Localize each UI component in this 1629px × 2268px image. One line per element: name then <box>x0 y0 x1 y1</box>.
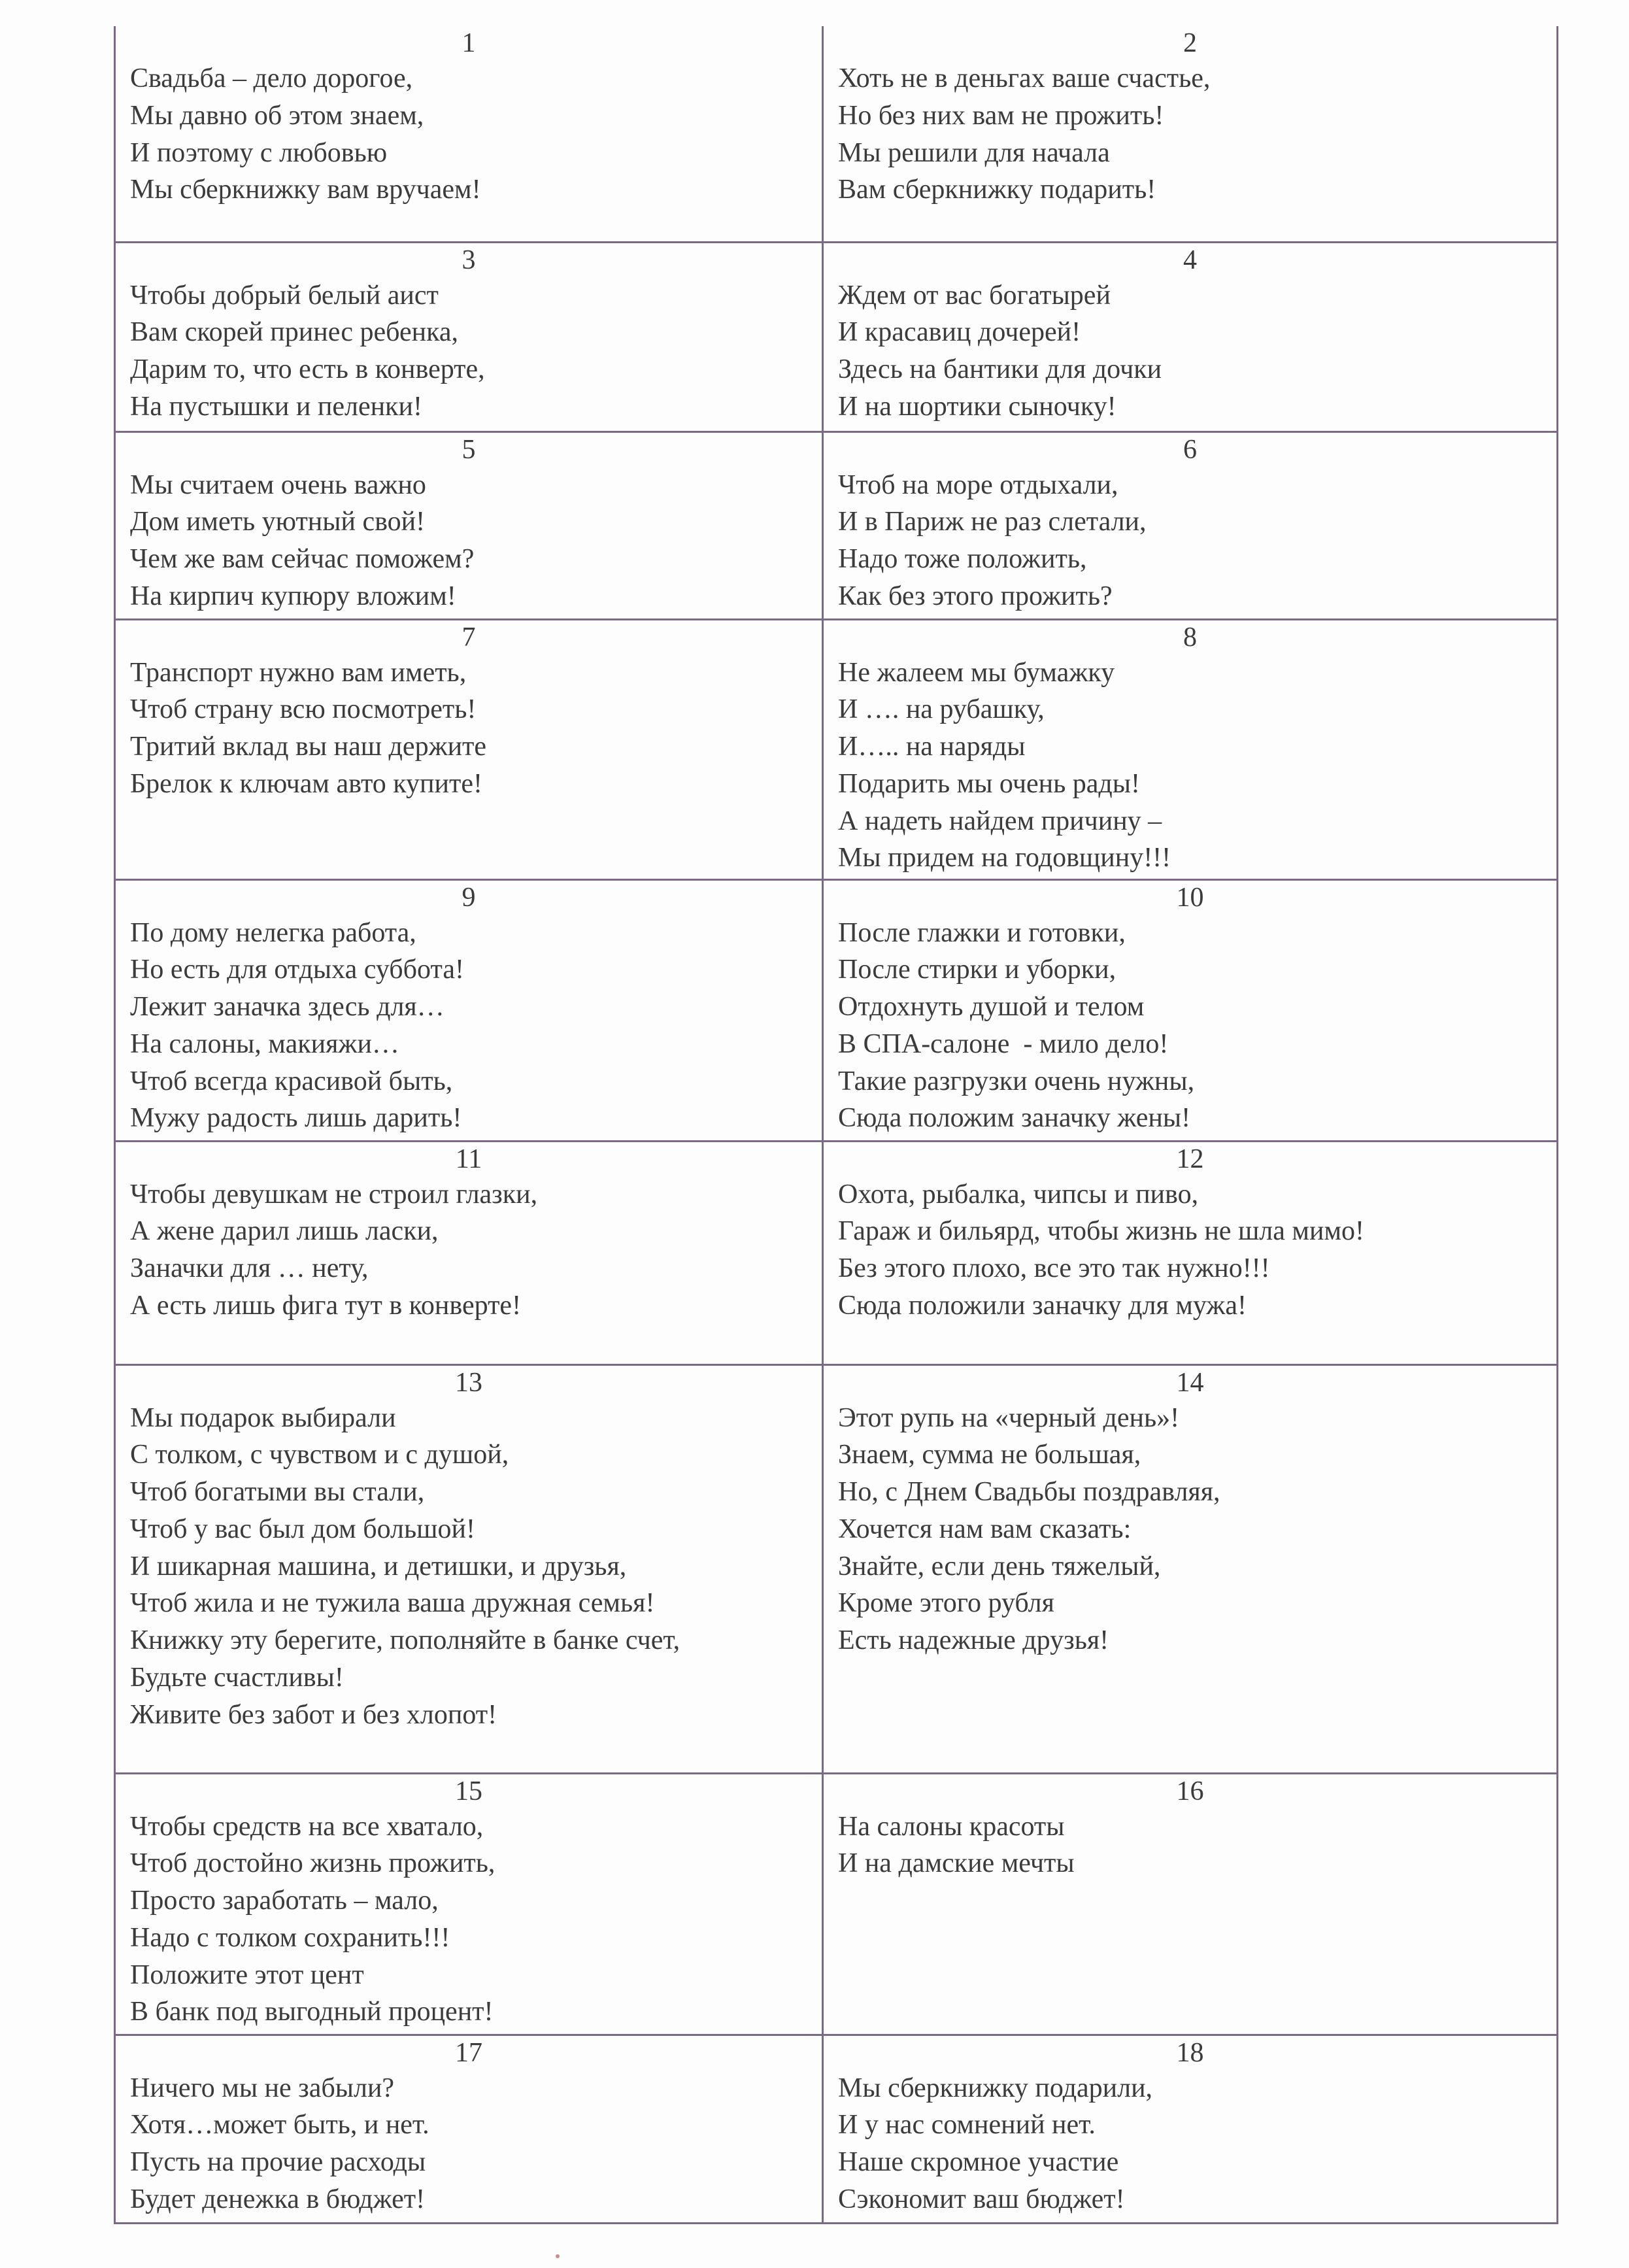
poem-line: На кирпич купюру вложим! <box>130 581 456 611</box>
poem-line: Будьте счастливы! <box>130 1663 344 1693</box>
poem-number: 16 <box>1176 1776 1204 1806</box>
poem-line: Хочется нам вам сказать: <box>838 1514 1132 1544</box>
poem-line: Без этого плохо, все это так нужно!!! <box>838 1253 1270 1284</box>
poem-line: Мужу радость лишь дарить! <box>130 1103 462 1134</box>
poem-line: Брелок к ключам авто купите! <box>130 768 482 799</box>
poem-line: Но, с Днем Свадьбы поздравляя, <box>838 1477 1220 1508</box>
poem-line: Знаем, сумма не большая, <box>838 1440 1141 1470</box>
poem-line: Мы придем на годовщину!!! <box>838 843 1171 873</box>
poem-cell <box>115 879 823 1141</box>
poem-line: Мы подарок выбирали <box>130 1402 396 1433</box>
poem-line: Хотя…может быть, и нет. <box>130 2110 429 2141</box>
poem-line: Мы сберкнижку вам вручаем! <box>130 175 481 205</box>
poem-line: Кроме этого рубля <box>838 1588 1054 1619</box>
poem-number: 5 <box>462 434 476 465</box>
poem-line: В банк под выгодный процент! <box>130 1997 494 2027</box>
poem-line: Мы считаем очень важно <box>130 469 426 500</box>
poem-number: 13 <box>455 1367 482 1398</box>
poem-number: 15 <box>455 1776 482 1806</box>
poem-line: Книжку эту берегите, пополняйте в банке счет, <box>130 1625 680 1656</box>
poem-line: Мы сберкнижку подарили, <box>838 2073 1153 2103</box>
poem-line: Мы решили для начала <box>838 137 1110 168</box>
poem-line: Вам сберкнижку подарить! <box>838 175 1156 205</box>
poem-line: Чтоб всегда красивой быть, <box>130 1066 453 1096</box>
poem-line: Гараж и бильярд, чтобы жизнь не шла мимо! <box>838 1216 1365 1247</box>
poem-line: На салоны, макияжи… <box>130 1028 399 1059</box>
poem-line: Наше скромное участие <box>838 2147 1119 2178</box>
poem-line: И …. на рубашку, <box>838 694 1045 725</box>
poem-line: Лежит заначка здесь для… <box>130 992 445 1023</box>
poem-number: 12 <box>1176 1143 1204 1174</box>
poem-line: Пусть на прочие расходы <box>130 2147 426 2178</box>
poem-line: Тритий вклад вы наш держите <box>130 732 487 762</box>
poem-line: Дом иметь уютный свой! <box>130 507 426 537</box>
poem-line: А надеть найдем причину – <box>838 805 1162 836</box>
poem-number: 14 <box>1176 1367 1204 1398</box>
poem-line: И в Париж не раз слетали, <box>838 507 1147 537</box>
poem-line: И….. на наряды <box>838 732 1026 762</box>
poem-line: Сюда положим заначку жены! <box>838 1103 1191 1134</box>
poem-line: На салоны красоты <box>838 1811 1065 1842</box>
poem-line: Как без этого прожить? <box>838 581 1113 611</box>
poem-line: И красавиц дочерей! <box>838 317 1081 348</box>
poem-line: А жене дарил лишь ласки, <box>130 1216 439 1247</box>
poem-number: 3 <box>462 245 476 275</box>
poem-line: А есть лишь фига тут в конверте! <box>130 1290 522 1321</box>
poem-cell <box>115 1773 823 2035</box>
poem-line: Просто заработать – мало, <box>130 1886 439 1916</box>
poem-cell <box>115 26 823 242</box>
poem-line: Положите этот цент <box>130 1959 364 1990</box>
poem-line: Заначки для … нету, <box>130 1253 369 1284</box>
poem-line: Чем же вам сейчас поможем? <box>130 544 475 575</box>
table-row <box>115 26 1558 242</box>
poem-line: После стирки и уборки, <box>838 955 1117 985</box>
poem-cell <box>115 242 823 432</box>
poem-line: Чтоб на море отдыхали, <box>838 469 1118 500</box>
poem-number: 11 <box>455 1143 482 1174</box>
poem-cell <box>823 1364 1558 1773</box>
poem-line: После глажки и готовки, <box>838 917 1126 948</box>
poem-line: Есть надежные друзья! <box>838 1625 1109 1656</box>
poem-line: Охота, рыбалка, чипсы и пиво, <box>838 1179 1199 1210</box>
poem-number: 1 <box>462 28 476 58</box>
poem-number: 17 <box>455 2037 482 2068</box>
poems-table <box>114 26 1558 2224</box>
poem-line: Но без них вам не прожить! <box>838 100 1164 131</box>
poem-line: Транспорт нужно вам иметь, <box>130 657 467 688</box>
poem-line: Ничего мы не забыли? <box>130 2073 395 2103</box>
table-row <box>115 619 1558 879</box>
poem-line: Чтоб жила и не тужила ваша дружная семья! <box>130 1588 655 1619</box>
poem-line: И шикарная машина, и детишки, и друзья, <box>130 1551 627 1582</box>
poem-cell <box>823 1773 1558 2035</box>
poem-line: С толком, с чувством и с душой, <box>130 1440 509 1470</box>
poem-number: 6 <box>1183 434 1197 465</box>
poem-line: Вам скорей принес ребенка, <box>130 317 459 348</box>
poem-line: По дому нелегка работа, <box>130 917 416 948</box>
poem-cell <box>823 242 1558 432</box>
poem-number: 18 <box>1176 2037 1204 2068</box>
poem-line: Хоть не в деньгах ваше счастье, <box>838 63 1211 93</box>
poem-line: Ждем от вас богатырей <box>838 280 1111 311</box>
poem-cell <box>823 879 1558 1141</box>
table-row <box>115 242 1558 432</box>
poem-line: Подарить мы очень рады! <box>838 768 1140 799</box>
poem-cell <box>823 1141 1558 1364</box>
poem-line: Надо с толком сохранить!!! <box>130 1922 450 1953</box>
poem-line: Не жалеем мы бумажку <box>838 657 1115 688</box>
poem-line: Сэкономит ваш бюджет! <box>838 2184 1125 2214</box>
poem-line: Чтоб страну всю посмотреть! <box>130 694 477 725</box>
poem-number: 8 <box>1183 622 1197 652</box>
table-row <box>115 1773 1558 2035</box>
poem-number: 10 <box>1176 882 1204 913</box>
poem-cell <box>823 26 1558 242</box>
poem-number: 2 <box>1183 28 1197 58</box>
poem-cell <box>115 1364 823 1773</box>
poem-cell <box>823 2035 1558 2223</box>
poem-line: Чтобы средств на все хватало, <box>130 1811 484 1842</box>
poem-cell <box>115 432 823 619</box>
poem-number: 7 <box>462 622 476 652</box>
poem-line: Отдохнуть душой и телом <box>838 992 1145 1023</box>
poem-line: Живите без забот и без хлопот! <box>130 1699 497 1730</box>
table-row <box>115 1141 1558 1364</box>
poem-line: В СПА-салоне - мило дело! <box>838 1028 1169 1059</box>
table-row <box>115 2035 1558 2223</box>
poem-line: Чтоб у вас был дом большой! <box>130 1514 475 1544</box>
poem-line: И поэтому с любовью <box>130 137 388 168</box>
table-row <box>115 879 1558 1141</box>
poem-line: И на дамские мечты <box>838 1848 1075 1879</box>
poem-line: Чтоб богатыми вы стали, <box>130 1477 425 1508</box>
poem-line: Здесь на бантики для дочки <box>838 354 1162 385</box>
poem-line: Но есть для отдыха суббота! <box>130 955 464 985</box>
poem-line: Чтобы девушкам не строил глазки, <box>130 1179 538 1210</box>
scan-mark <box>556 2254 560 2258</box>
table-row <box>115 1364 1558 1773</box>
poem-cell <box>115 1141 823 1364</box>
poem-line: И на шортики сыночку! <box>838 391 1117 422</box>
poem-line: Знайте, если день тяжелый, <box>838 1551 1161 1582</box>
poem-line: Дарим то, что есть в конверте, <box>130 354 485 385</box>
poem-line: Этот рупь на «черный день»! <box>838 1402 1180 1433</box>
poem-line: На пустышки и пеленки! <box>130 391 422 422</box>
poem-line: Мы давно об этом знаем, <box>130 100 424 131</box>
poem-line: Чтоб достойно жизнь прожить, <box>130 1848 495 1879</box>
poem-line: Свадьба – дело дорогое, <box>130 63 413 93</box>
poem-line: Будет денежка в бюджет! <box>130 2184 426 2214</box>
poem-line: Такие разгрузки очень нужны, <box>838 1066 1195 1096</box>
poem-line: Чтобы добрый белый аист <box>130 280 439 311</box>
poem-line: Сюда положили заначку для мужа! <box>838 1290 1247 1321</box>
poem-line: Надо тоже положить, <box>838 544 1087 575</box>
poem-cell <box>115 2035 823 2223</box>
poem-number: 4 <box>1183 245 1197 275</box>
poem-cell <box>823 619 1558 879</box>
poem-number: 9 <box>462 882 476 913</box>
poem-cell <box>115 619 823 879</box>
poem-line: И у нас сомнений нет. <box>838 2110 1096 2141</box>
table-row <box>115 432 1558 619</box>
poem-cell <box>823 432 1558 619</box>
